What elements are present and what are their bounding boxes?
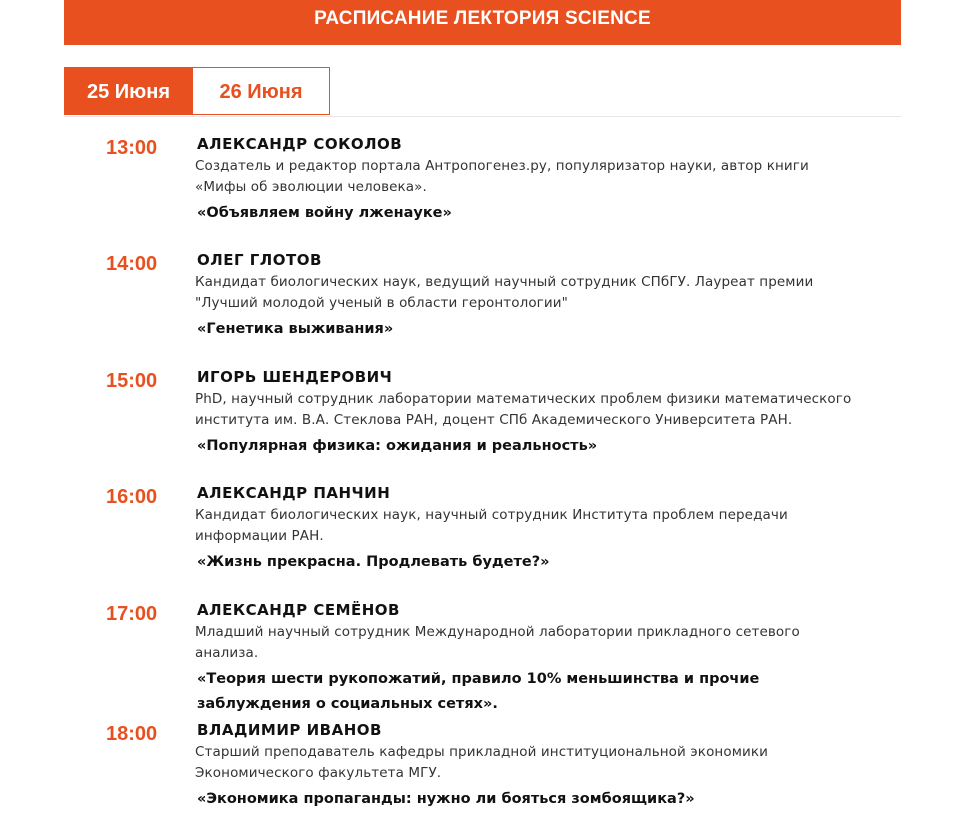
schedule-entry [64, 251, 901, 363]
speaker-name: ВЛАДИМИР ИВАНОВ [197, 721, 382, 739]
tab-june-25[interactable]: 25 Июня [64, 67, 193, 115]
speaker-bio: Создатель и редактор портала Антропогенез.ру, популяризатор науки, автор книги «Мифы об эволюции человека». [195, 158, 809, 195]
schedule-entry [64, 135, 901, 246]
entry-time: 16:00 [106, 486, 158, 508]
speaker-name: ОЛЕГ ГЛОТОВ [197, 251, 322, 269]
schedule-list [64, 130, 901, 826]
talk-title: «Генетика выживания» [197, 321, 394, 337]
entry-time: 17:00 [106, 603, 158, 625]
talk-title: «Популярная физика: ожидания и реальность» [197, 438, 598, 454]
speaker-bio: PhD, научный сотрудник лаборатории математических проблем физики математического института им. В.А. Стеклова РАН, доцент СПб Академического Университета РАН. [195, 391, 852, 428]
speaker-name: АЛЕКСАНДР СЕМЁНОВ [197, 601, 400, 619]
speaker-bio: Младший научный сотрудник Международной лаборатории прикладного сетевого анализа. [195, 624, 800, 661]
tab-june-26[interactable]: 26 Июня [192, 67, 330, 115]
speaker-bio: Старший преподаватель кафедры прикладной институциональной экономики Экономического факультета МГУ. [195, 744, 768, 781]
entry-time: 18:00 [106, 723, 158, 745]
tabs-divider [64, 116, 901, 117]
schedule-entry [64, 484, 901, 596]
speaker-name: АЛЕКСАНДР СОКОЛОВ [197, 135, 403, 153]
schedule-entry [64, 721, 901, 826]
speaker-name: АЛЕКСАНДР ПАНЧИН [197, 484, 391, 502]
talk-title: «Теория шести рукопожатий, правило 10% меньшинства и прочие заблуждения о социальных сетях». [197, 671, 760, 712]
schedule-entry [64, 601, 901, 716]
speaker-bio: Кандидат биологических наук, научный сотрудник Института проблем передачи информации РАН. [195, 507, 788, 544]
entry-time: 13:00 [106, 137, 158, 159]
page-title: РАСПИСАНИЕ ЛЕКТОРИЯ SCIENCE [314, 8, 651, 29]
speaker-name: ИГОРЬ ШЕНДЕРОВИЧ [197, 368, 393, 386]
speaker-bio: Кандидат биологических наук, ведущий научный сотрудник СПбГУ. Лауреат премии "Лучший молодой ученый в области геронтологии" [195, 274, 814, 311]
talk-title: «Объявляем войну лженауке» [197, 205, 452, 221]
schedule-entry [64, 368, 901, 479]
page-title-banner [64, 0, 901, 45]
entry-time: 14:00 [106, 253, 158, 275]
talk-title: «Жизнь прекрасна. Продлевать будете?» [197, 554, 550, 570]
talk-title: «Экономика пропаганды: нужно ли бояться зомбоящика?» [197, 791, 695, 807]
entry-time: 15:00 [106, 370, 158, 392]
